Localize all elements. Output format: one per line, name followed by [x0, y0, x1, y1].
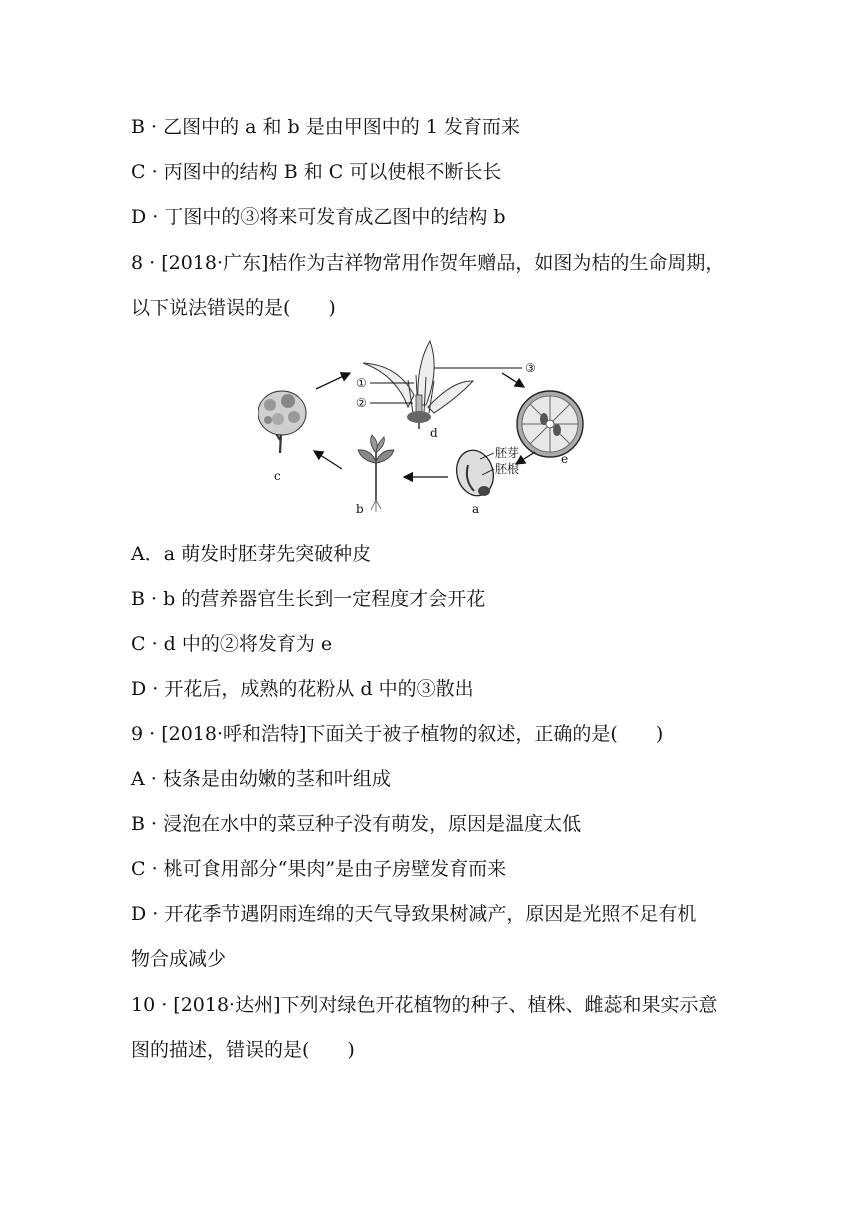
flower-illustration — [363, 341, 473, 429]
option-b: B · 浸泡在水中的菜豆种子没有萌发，原因是温度太低 — [131, 813, 582, 835]
question-8-stem: 8 · [2018·广东]桔作为吉祥物常用作贺年赠品，如图为桔的生命周期， — [131, 252, 725, 274]
option-a: A．a 萌发时胚芽先突破种皮 — [131, 543, 372, 565]
option-b: B · b 的营养器官生长到一定程度才会开花 — [131, 588, 486, 610]
arrow-c-to-d — [316, 373, 350, 389]
option-c: C · 桃可食用部分“果肉”是由子房壁发育而来 — [131, 858, 507, 880]
tree-illustration — [258, 391, 306, 453]
label-2: ② — [356, 396, 367, 410]
label-3: ③ — [525, 361, 536, 375]
question-10-stem: 10 · [2018·达州]下列对绿色开花植物的种子、植株、雌蕊和果实示意 — [131, 994, 718, 1016]
seedling-illustration — [358, 435, 394, 512]
option-a: A · 枝条是由幼嫩的茎和叶组成 — [131, 768, 391, 790]
label-a: a — [472, 502, 480, 516]
question-9-stem: 9 · [2018·呼和浩特]下面关于被子植物的叙述，正确的是( ) — [131, 723, 664, 745]
arrow-d-to-e — [502, 373, 524, 387]
text-line: D · 丁图中的③将来可发育成乙图中的结构 b — [131, 206, 506, 228]
fruit-cross-section-illustration — [517, 391, 583, 457]
question-10-stem-cont: 图的描述，错误的是( ) — [131, 1039, 355, 1061]
label-c: c — [274, 469, 281, 483]
label-radicle: 胚根 — [495, 462, 520, 476]
option-c: C · d 中的②将发育为 e — [131, 633, 333, 655]
label-b: b — [356, 502, 364, 516]
text-line: C · 丙图中的结构 B 和 C 可以使根不断长长 — [131, 161, 502, 183]
label-d: d — [430, 426, 438, 440]
question-8-stem-cont: 以下说法错误的是( ) — [131, 297, 336, 319]
label-e: e — [561, 452, 569, 466]
option-d-cont: 物合成减少 — [131, 948, 227, 970]
label-1: ① — [356, 376, 367, 390]
option-d: D · 开花后，成熟的花粉从 d 中的③散出 — [131, 678, 474, 700]
orange-life-cycle-figure — [258, 335, 598, 517]
arrow-b-to-c — [314, 451, 342, 469]
option-d: D · 开花季节遇阴雨连绵的天气导致果树减产，原因是光照不足有机 — [131, 903, 697, 925]
label-plumule: 胚芽 — [495, 446, 520, 460]
text-line: B · 乙图中的 a 和 b 是由甲图中的 1 发育而来 — [131, 116, 520, 138]
